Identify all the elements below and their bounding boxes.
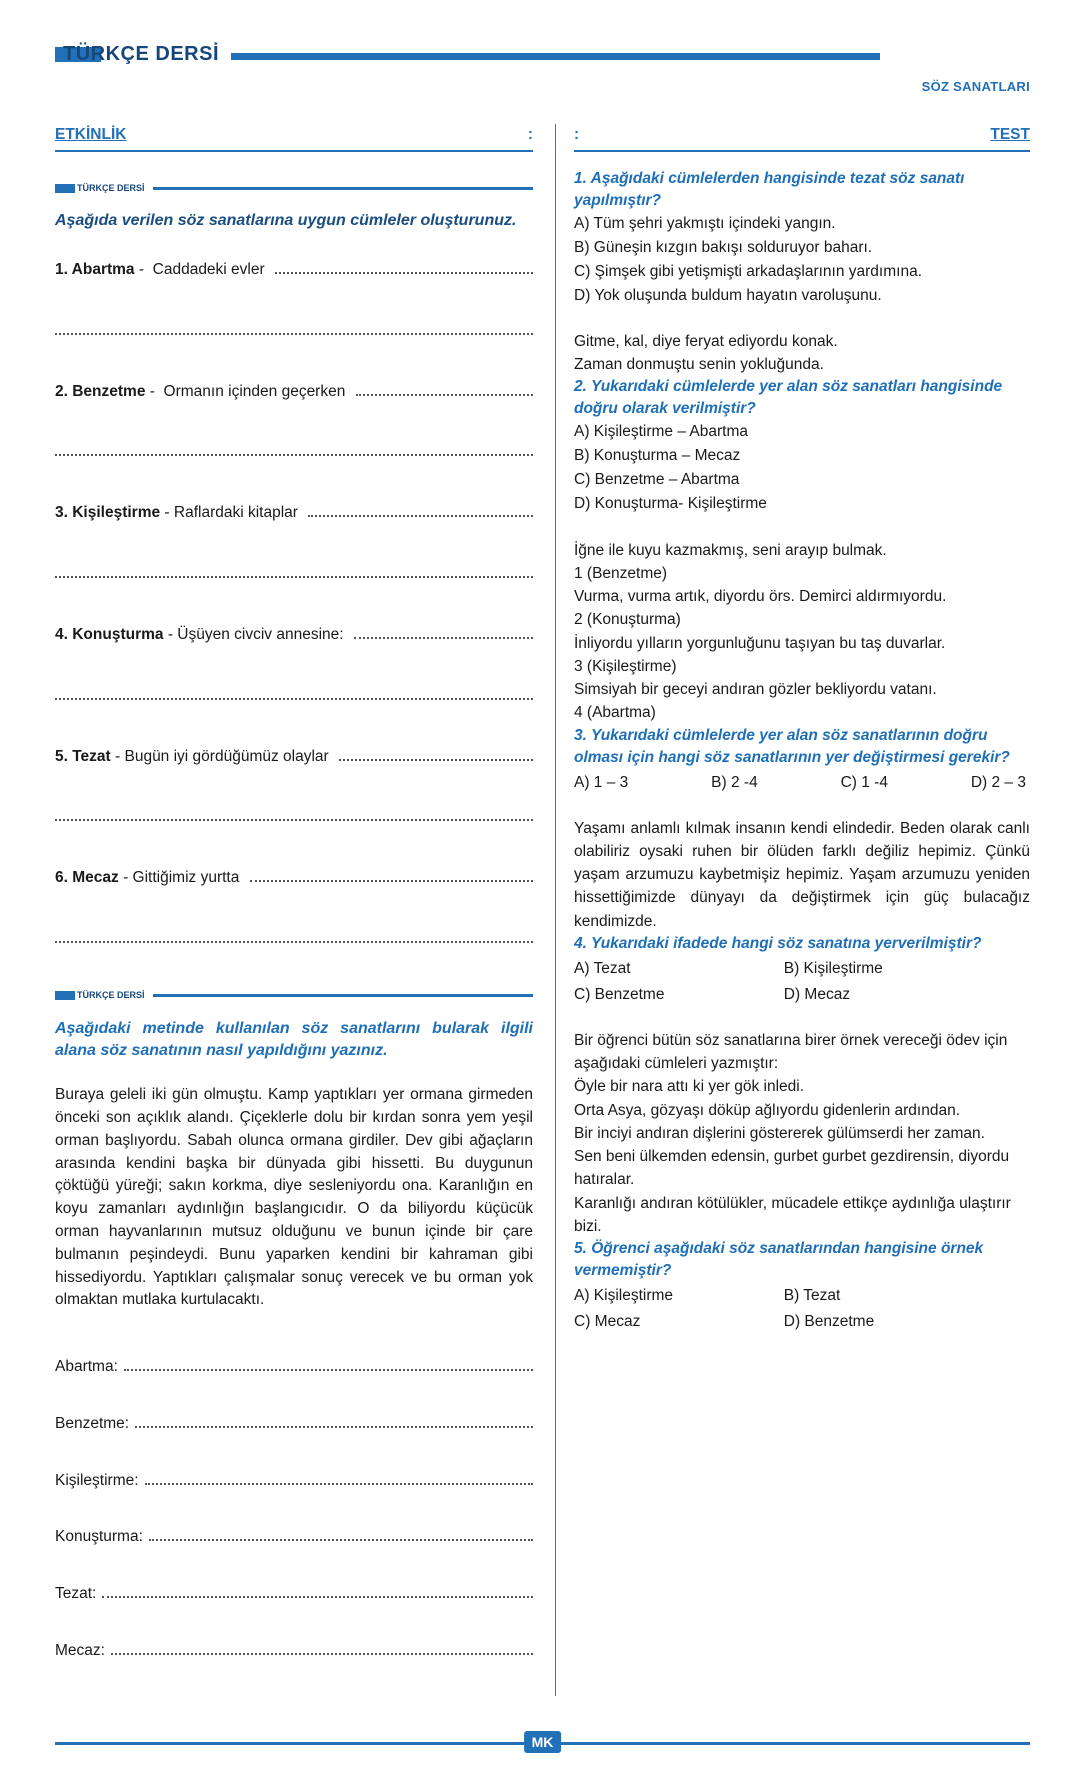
- question-2-option-d: D) Konuşturma- Kişileştirme: [574, 495, 767, 513]
- item-sep: -: [134, 260, 153, 278]
- answer-label: Tezat:: [55, 1584, 97, 1602]
- question-3-context-line: 4 (Abartma): [574, 704, 656, 722]
- question-2-option-c: C) Benzetme – Abartma: [574, 471, 740, 489]
- item-label: 2. Benzetme: [55, 382, 146, 400]
- question-3-context-line: Vurma, vurma artık, diyordu örs. Demirci aldırmıyordu.: [574, 588, 947, 605]
- dot-leader: [102, 1596, 533, 1598]
- two-column-layout: [55, 124, 1030, 1696]
- activity-item-1: [55, 259, 533, 335]
- answer-blank-line: [55, 554, 533, 578]
- answer-blank-line: [55, 797, 533, 821]
- item-label: 5. Tezat: [55, 747, 111, 765]
- item-prompt: Bugün iyi gördüğümüz olaylar: [124, 747, 333, 765]
- question-4: [574, 817, 1030, 1007]
- item-prompt: Raflardaki kitaplar: [173, 504, 303, 522]
- question-2-option-b: B) Konuşturma – Mecaz: [574, 447, 741, 465]
- answer-lines: [55, 1356, 533, 1661]
- answer-line-kisilestirme: [55, 1470, 533, 1492]
- question-3-option-b: B) 2 -4: [711, 773, 758, 791]
- answer-label: Benzetme:: [55, 1414, 130, 1432]
- answer-blank-line: [55, 919, 533, 943]
- question-5-option-b: B) Tezat: [783, 1287, 841, 1305]
- answer-blank-line: [55, 432, 533, 456]
- item-label: 3. Kişileştirme: [55, 504, 161, 522]
- answer-line-benzetme: [55, 1413, 533, 1435]
- dot-leader: [354, 637, 533, 639]
- question-5: [574, 1029, 1030, 1334]
- answer-blank-line: [55, 676, 533, 700]
- activity-column: [55, 124, 533, 1696]
- question-3-stem: 3. Yukarıdaki cümlelerde yer alan söz sanatlarının doğru olması için hangi söz sanatlarının yer değiştirmesi gerekir?: [574, 726, 1010, 766]
- question-1-stem: 1. Aşağıdaki cümlelerden hangisinde tezat söz sanatı yapılmıştır?: [574, 169, 965, 209]
- item-prompt: Ormanın içinden geçerken: [163, 382, 350, 400]
- question-4-options: [574, 957, 1030, 1007]
- question-1-option-c: C) Şimşek gibi yetişmişti arkadaşlarının yardımına.: [574, 262, 923, 280]
- question-2-context-line: Gitme, kal, diye feryat ediyordu konak.: [574, 332, 838, 350]
- item-sep: -: [110, 747, 125, 765]
- question-1-option-a: A) Tüm şehri yakmıştı içindeki yangın.: [574, 214, 836, 232]
- item-prompt: Caddadeki evler: [152, 260, 269, 278]
- test-colon: :: [574, 126, 580, 144]
- question-2-stem: 2. Yukarıdaki cümlelerde yer alan söz sanatları hangisinde doğru olarak verilmiştir?: [574, 378, 1003, 418]
- dot-leader: [339, 759, 533, 761]
- question-4-option-c: C) Benzetme: [574, 985, 665, 1003]
- dot-leader: [356, 394, 533, 396]
- question-5-option-d: D) Benzetme: [783, 1313, 875, 1331]
- test-body: [574, 168, 1030, 1334]
- question-5-option-a: A) Kişileştirme: [574, 1287, 674, 1305]
- question-5-stem: 5. Öğrenci aşağıdaki söz sanatlarından hangisine örnek vermemiştir?: [574, 1240, 984, 1280]
- question-3-option-a: A) 1 – 3: [574, 773, 629, 791]
- column-divider: [555, 124, 556, 1696]
- mini-brand-title: TÜRKÇE DERSİ: [77, 989, 145, 1000]
- item-line: [55, 746, 533, 768]
- footer-badge: MK: [524, 1731, 562, 1753]
- item-sep: -: [163, 625, 178, 643]
- dot-leader: [135, 1426, 533, 1428]
- page-footer: [55, 1730, 1030, 1758]
- spacer: [574, 308, 1030, 330]
- question-3-context-line: Simsiyah bir geceyi andıran gözler bekliyordu vatanı.: [574, 681, 937, 698]
- dot-leader: [275, 272, 533, 274]
- test-header: [574, 124, 1030, 152]
- question-1-option-d: D) Yok oluşunda buldum hayatın varoluşunu.: [574, 286, 882, 304]
- dot-leader: [124, 1369, 533, 1371]
- activity-item-5: [55, 746, 533, 822]
- question-4-option-a: A) Tezat: [574, 959, 631, 977]
- answer-label: Kişileştirme:: [55, 1471, 139, 1489]
- question-5-context-line: Orta Asya, gözyaşı döküp ağlıyordu gidenlerin ardından.: [574, 1101, 961, 1119]
- item-line: [55, 259, 533, 281]
- answer-blank-line: [55, 311, 533, 335]
- dot-leader: [111, 1653, 533, 1655]
- dot-leader: [149, 1539, 533, 1541]
- mini-brand-bar-2: [55, 989, 533, 1002]
- item-prompt: Üşüyen civciv annesine:: [177, 625, 348, 643]
- question-5-context-line: Bir öğrenci bütün söz sanatlarına birer örnek vereceği ödev için aşağıdaki cümleleri yazmıştır:: [574, 1031, 1008, 1073]
- question-4-stem: 4. Yukarıdaki ifadede hangi söz sanatına yerverilmiştir?: [574, 934, 982, 952]
- question-4-option-b: B) Kişileştirme: [783, 959, 883, 977]
- question-3-context-line: İğne ile kuyu kazmakmış, seni arayıp bulmak.: [574, 541, 887, 559]
- question-3-context-line: 1 (Benzetme): [574, 564, 668, 582]
- mini-brand-block: [55, 184, 75, 193]
- question-4-context: Yaşamı anlamlı kılmak insanın kendi elindedir. Beden olarak canlı olabiliriz oysaki ruhen bir ölüden farklı değiliz hepimiz. Çünkü yaşam arzumuzu kaybetmişiz hepimiz. Yaşam arzumuzu yeniden hissettiğimizde dünyayı da değiştirmek için güç bulacağız kendimizde.: [574, 819, 1030, 930]
- activity-instruction: Aşağıda verilen söz sanatlarına uygun cümleler oluşturunuz.: [55, 212, 517, 230]
- mini-brand-title: TÜRKÇE DERSİ: [77, 182, 145, 193]
- test-title: TEST: [990, 126, 1030, 144]
- brand-row: [55, 42, 1030, 66]
- answer-label: Abartma:: [55, 1358, 118, 1376]
- question-2: [574, 330, 1030, 517]
- question-2-context-line: Zaman donmuştu senin yokluğunda.: [574, 356, 824, 374]
- question-3-option-c: C) 1 -4: [840, 773, 888, 791]
- brand-title: TÜRKÇE DERSİ: [63, 43, 220, 65]
- question-5-options: [574, 1284, 1030, 1334]
- test-column: [574, 124, 1030, 1696]
- question-3: [574, 539, 1030, 795]
- question-3-options: [574, 771, 1030, 795]
- question-3-context-line: 2 (Konuşturma): [574, 611, 681, 629]
- activity-item-6: [55, 867, 533, 943]
- spacer: [574, 517, 1030, 539]
- item-label: 4. Konuşturma: [55, 625, 164, 643]
- item-line: [55, 867, 533, 889]
- question-5-option-c: C) Mecaz: [574, 1313, 641, 1331]
- answer-line-mecaz: [55, 1640, 533, 1662]
- dot-leader: [250, 880, 533, 882]
- dot-leader: [308, 515, 533, 517]
- item-prompt: Gittiğimiz yurtta: [132, 869, 244, 887]
- question-4-option-d: D) Mecaz: [783, 985, 851, 1003]
- answer-label: Konuşturma:: [55, 1528, 143, 1546]
- question-5-context-line: Öyle bir nara attı ki yer gök inledi.: [574, 1078, 805, 1096]
- question-5-context-line: Bir inciyi andıran dişlerini göstererek gülümserdi her zaman.: [574, 1124, 985, 1142]
- question-3-context-line: İnliyordu yılların yorgunluğunu taşıyan bu taş duvarlar.: [574, 634, 946, 652]
- question-1: [574, 168, 1030, 308]
- question-3-option-d: D) 2 – 3: [970, 773, 1026, 791]
- answer-line-konusturma: [55, 1526, 533, 1548]
- item-label: 6. Mecaz: [55, 869, 119, 887]
- activity-item-4: [55, 624, 533, 700]
- dot-leader: [145, 1483, 533, 1485]
- question-1-option-b: B) Güneşin kızgın bakışı solduruyor baharı.: [574, 238, 873, 256]
- activity-header: [55, 124, 533, 152]
- question-2-option-a: A) Kişileştirme – Abartma: [574, 423, 748, 441]
- reading-passage: Buraya geleli iki gün olmuştu. Kamp yaptıkları yer ormana girmeden önceki son açıklık alandı. Çiçeklerle dolu bir kırdan sonra yem yeşil orman başlıyordu. Sabah olunca ormana girdiler. Dev gibi ağaçların arasında kendini başka bir dünyada gibi hissetti. Bu duygunun çöktüğü yüreği; sakın korkma, diye sesleniyordu ona. Karanlığın en koyu zamanları aydınlığın başlangıcıdır. O da biliyordu küçücük orman hayvanlarının mutsuz olduğunu ve bunun içinde bir çare bulmanın peşindeydi. Bunu yaparken kendini bir kahraman gibi hissediyordu. Yaptıkları çalışmalar sonuç verecek ve bu orman yok olmaktan mutlaka kurtulacaktı.: [55, 1086, 533, 1309]
- item-sep: -: [118, 869, 133, 887]
- spacer: [574, 795, 1030, 817]
- question-5-context-line: Sen beni ülkemden edensin, gurbet gurbet gezdirensin, diyordu hatıralar.: [574, 1148, 1010, 1189]
- question-5-context-line: Karanlığı andıran kötülükler, mücadele ettikçe aydınlığa ulaştırır bizi.: [574, 1194, 1011, 1235]
- item-sep: -: [160, 504, 174, 522]
- activity-item-2: [55, 381, 533, 457]
- item-sep: -: [145, 382, 164, 400]
- item-line: [55, 381, 533, 403]
- mini-brand-block: [55, 991, 75, 1000]
- answer-line-abartma: [55, 1356, 533, 1378]
- item-line: [55, 624, 533, 646]
- spacer: [574, 1007, 1030, 1029]
- item-label: 1. Abartma: [55, 260, 135, 278]
- mini-brand-bar: [55, 182, 533, 195]
- mini-brand-rule: [153, 994, 533, 997]
- activity-colon: :: [527, 126, 533, 144]
- answer-line-tezat: [55, 1583, 533, 1605]
- page-header: [55, 42, 1030, 96]
- topic-label: SÖZ SANATLARI: [921, 79, 1030, 94]
- activity-title: ETKİNLİK: [55, 126, 127, 144]
- brand-rule: [231, 53, 880, 60]
- passage-instruction: Aşağıdaki metinde kullanılan söz sanatlarını bularak ilgili alana söz sanatının nasıl yapıldığını yazınız.: [55, 1019, 533, 1059]
- activity-item-3: [55, 502, 533, 578]
- question-3-context-line: 3 (Kişileştirme): [574, 657, 677, 675]
- mini-brand-rule: [153, 187, 533, 190]
- answer-label: Mecaz:: [55, 1641, 105, 1659]
- item-line: [55, 502, 533, 524]
